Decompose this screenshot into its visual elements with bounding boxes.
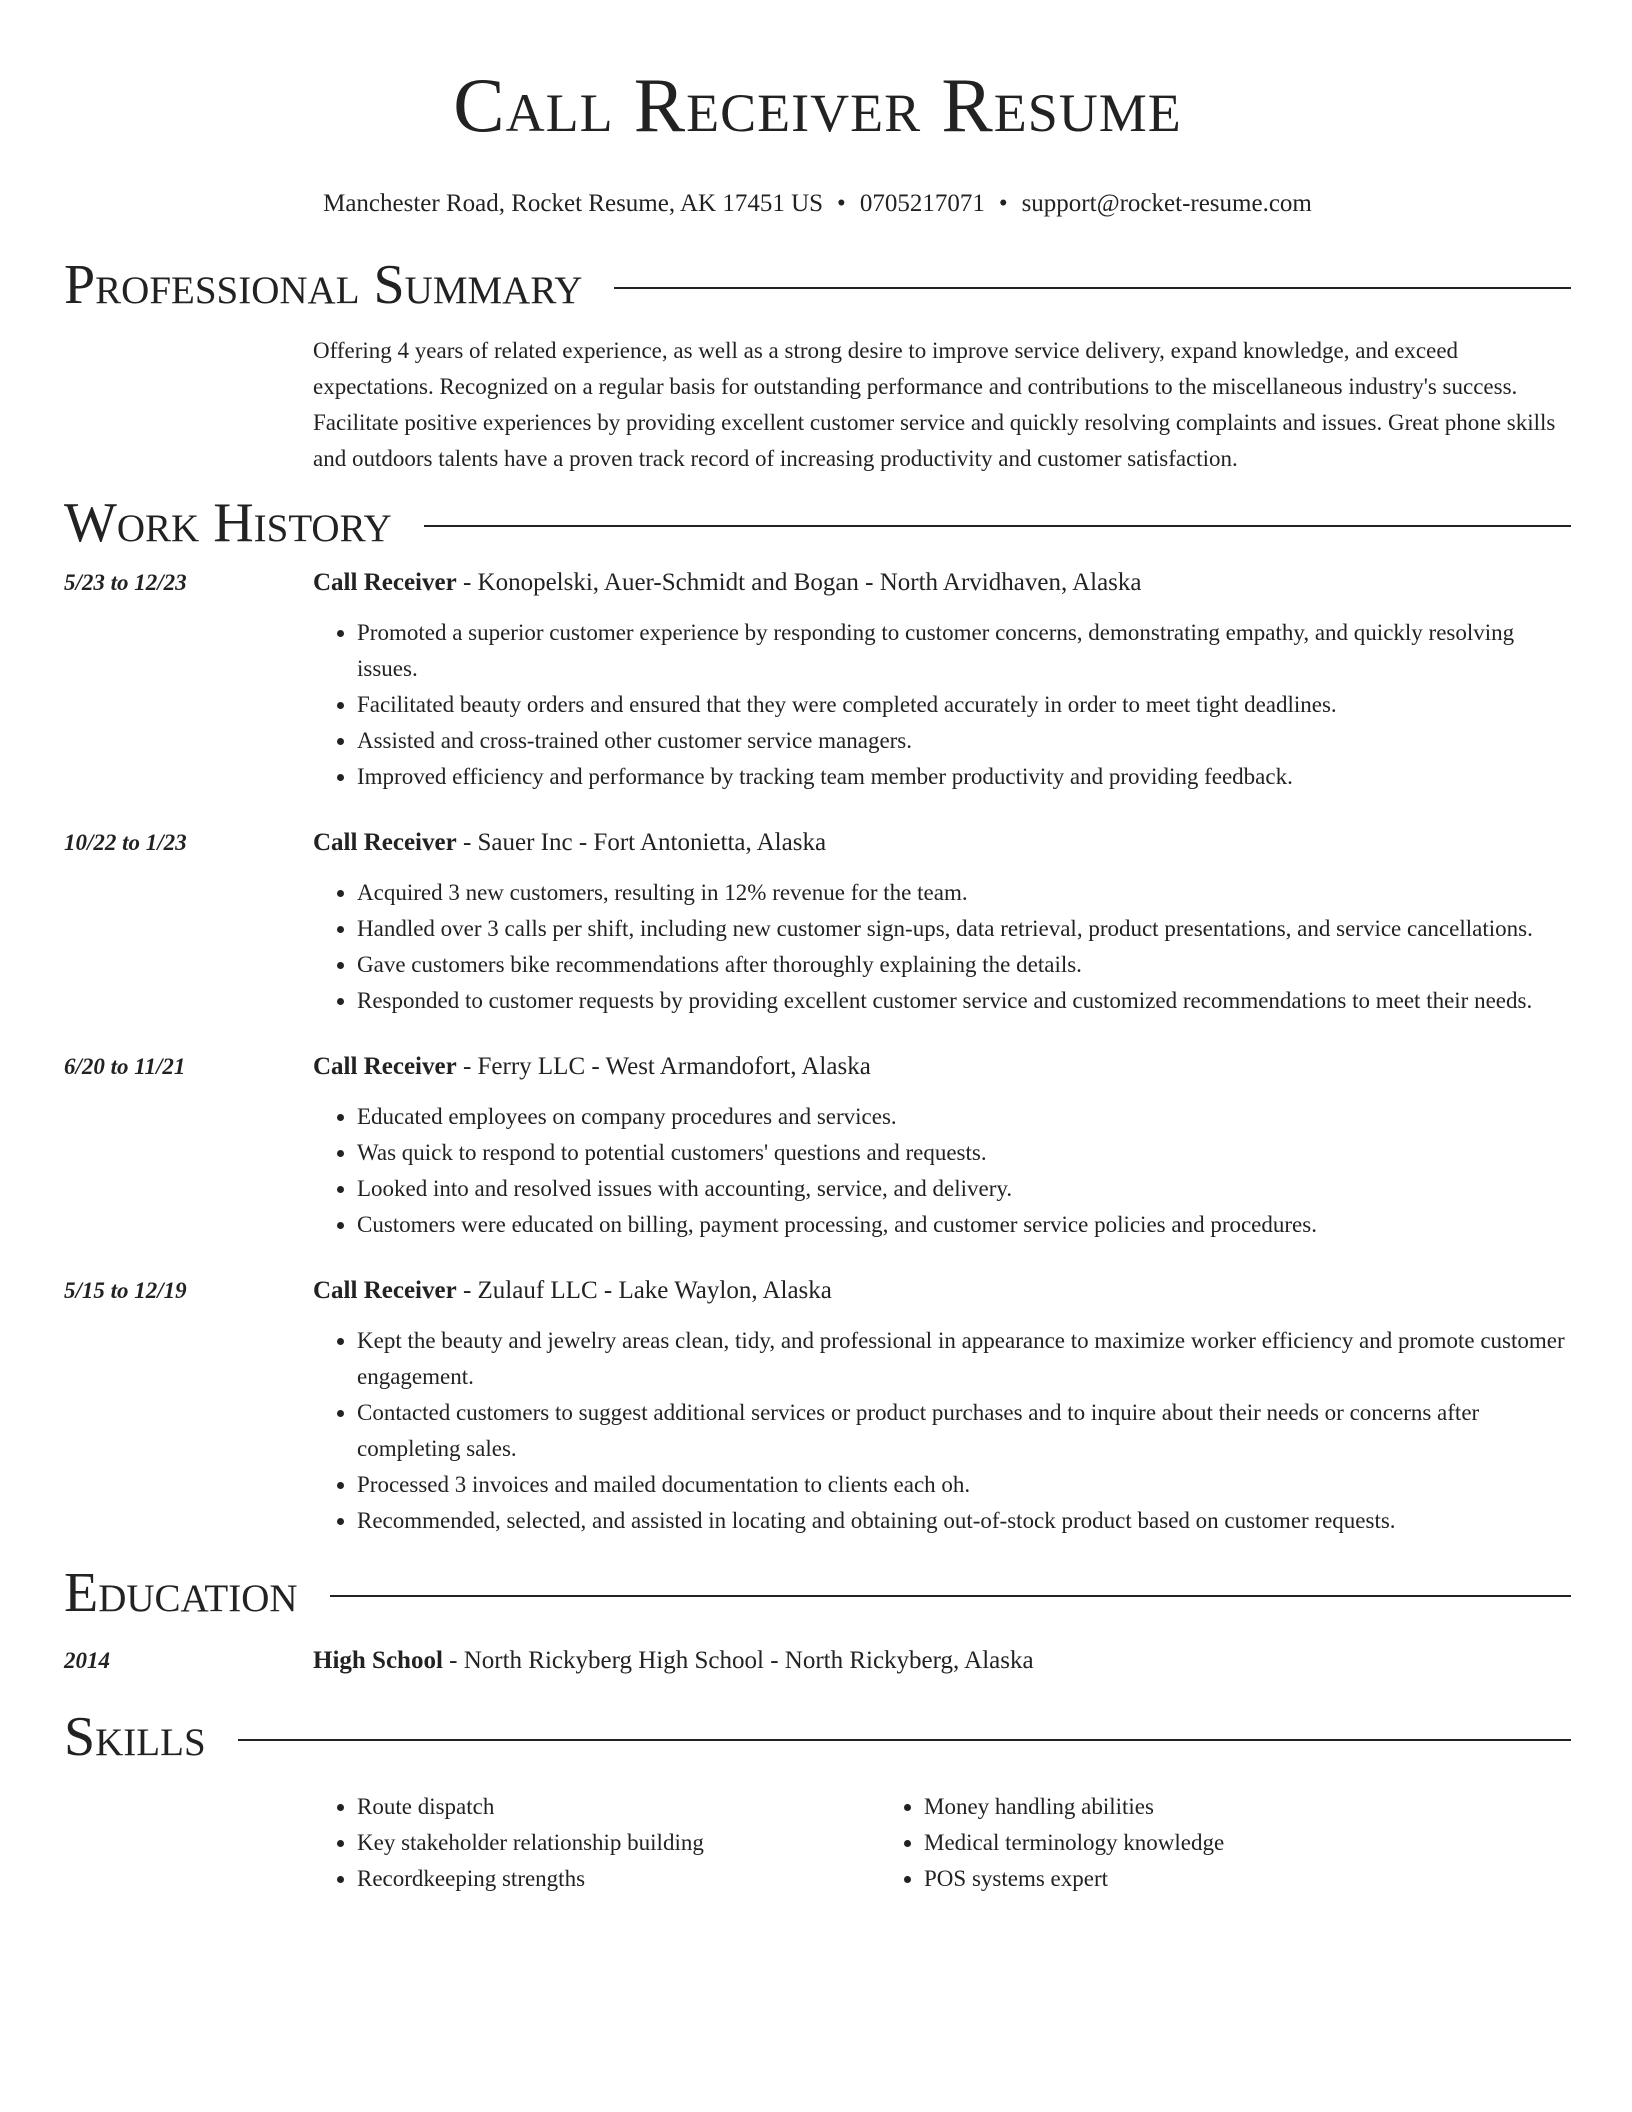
education-body [313, 1643, 1571, 1679]
job-details: - Zulauf LLC - Lake Waylon, Alaska [456, 1277, 832, 1304]
job-bullet: • Recommended, selected, and assisted in locating and obtaining out-of-stock product based on customer requests. [357, 1503, 1571, 1539]
skills-list [313, 1789, 1571, 1897]
job-headline [313, 565, 1571, 601]
job-entry [64, 825, 1571, 1019]
skills-column-right [880, 1789, 1447, 1897]
skill-item: • Money handling abilities [924, 1789, 1447, 1825]
skills-heading: Skills [64, 1706, 206, 1768]
contact-phone: 0705217071 [859, 190, 985, 217]
job-headline [313, 825, 1571, 861]
education-headline [313, 1643, 1571, 1679]
summary-section-header [64, 253, 1571, 317]
contact-line [64, 189, 1571, 219]
contact-email[interactable]: support@rocket-resume.com [1021, 190, 1312, 217]
job-details: - Sauer Inc - Fort Antonietta, Alaska [456, 829, 827, 856]
summary-text: Offering 4 years of related experience, as well as a strong desire to improve service delivery, expand knowledge, and exceed expectations. Recognized on a regular basis for outstanding performance and contributions to the miscellaneous industry's success. Facilitate positive experiences by providing excellent customer service and quickly resolving complaints and issues. Great phone skills and outdoors talents have a proven track record of increasing productivity and customer satisfaction. [313, 338, 1556, 471]
job-bullet: • Promoted a superior customer experience by responding to customer concerns, demonstrating empathy, and quickly resolving issues. [357, 615, 1571, 687]
job-body [313, 565, 1571, 795]
job-bullet: • Contacted customers to suggest additional services or product purchases and to inquire about their needs or concerns after completing sales. [357, 1395, 1571, 1467]
job-bullet: • Educated employees on company procedures and services. [357, 1099, 1571, 1135]
job-body [313, 1273, 1571, 1539]
job-role: Call Receiver [313, 829, 457, 856]
job-role: Call Receiver [313, 1053, 457, 1080]
education-heading: Education [64, 1562, 298, 1624]
job-body [313, 1049, 1571, 1243]
resume-title: Call Receiver Resume [453, 62, 1182, 148]
section-divider [614, 287, 1571, 289]
section-divider [424, 525, 1571, 527]
resume-page [64, 0, 1571, 1897]
contact-address: Manchester Road, Rocket Resume, AK 17451 US [323, 190, 824, 217]
job-bullet: • Processed 3 invoices and mailed documentation to clients each oh. [357, 1467, 1571, 1503]
job-bullet: • Looked into and resolved issues with accounting, service, and delivery. [357, 1171, 1571, 1207]
education-date: 2014 [64, 1648, 110, 1673]
job-date: 5/15 to 12/19 [64, 1278, 187, 1303]
job-date: 6/20 to 11/21 [64, 1054, 186, 1079]
job-date: 10/22 to 1/23 [64, 830, 187, 855]
job-entry [64, 1273, 1571, 1539]
job-bullet: • Was quick to respond to potential customers' questions and requests. [357, 1135, 1571, 1171]
job-bullets [313, 875, 1571, 1019]
skill-item: • Recordkeeping strengths [357, 1861, 880, 1897]
job-details: - Ferry LLC - West Armandofort, Alaska [456, 1053, 871, 1080]
skill-item: • Medical terminology knowledge [924, 1825, 1447, 1861]
skill-item: • Route dispatch [357, 1789, 880, 1825]
education-section-header [64, 1561, 1571, 1625]
job-bullet: • Facilitated beauty orders and ensured that they were completed accurately in order to meet tight deadlines. [357, 687, 1571, 723]
work-section-header [64, 491, 1571, 555]
skills-column-left [313, 1789, 880, 1897]
job-entry [64, 565, 1571, 795]
job-bullet: • Gave customers bike recommendations after thoroughly explaining the details. [357, 947, 1571, 983]
job-bullet: • Customers were educated on billing, payment processing, and customer service policies and procedures. [357, 1207, 1571, 1243]
job-bullet: • Assisted and cross-trained other customer service managers. [357, 723, 1571, 759]
job-bullet: • Improved efficiency and performance by tracking team member productivity and providing feedback. [357, 759, 1571, 795]
job-date: 5/23 to 12/23 [64, 570, 187, 595]
job-headline [313, 1049, 1571, 1085]
job-bullets [313, 1099, 1571, 1243]
job-entry [64, 1049, 1571, 1243]
job-role: Call Receiver [313, 1277, 457, 1304]
job-role: Call Receiver [313, 569, 457, 596]
job-bullet: • Kept the beauty and jewelry areas clean, tidy, and professional in appearance to maximize worker efficiency and promote customer engagement. [357, 1323, 1571, 1395]
skills-section-header [64, 1705, 1571, 1769]
section-divider [238, 1739, 1571, 1741]
job-bullet: • Responded to customer requests by providing excellent customer service and customized recommendations to meet their needs. [357, 983, 1571, 1019]
summary-heading: Professional Summary [64, 254, 583, 316]
job-bullet: • Handled over 3 calls per shift, including new customer sign-ups, data retrieval, product presentations, and service cancellations. [357, 911, 1571, 947]
contact-separator: • [837, 190, 846, 217]
contact-separator: • [998, 190, 1008, 217]
skill-item: • Key stakeholder relationship building [357, 1825, 880, 1861]
education-degree: High School [313, 1647, 443, 1674]
job-bullets [313, 1323, 1571, 1539]
job-bullets [313, 615, 1571, 795]
job-details: - Konopelski, Auer-Schmidt and Bogan - North Arvidhaven, Alaska [456, 569, 1142, 596]
job-headline [313, 1273, 1571, 1309]
job-body [313, 825, 1571, 1019]
section-divider [330, 1595, 1571, 1597]
job-bullet: • Acquired 3 new customers, resulting in 12% revenue for the team. [357, 875, 1571, 911]
skill-item: • POS systems expert [924, 1861, 1447, 1897]
education-entry [64, 1643, 1571, 1679]
work-heading: Work History [64, 492, 392, 554]
education-details: - North Rickyberg High School - North Rickyberg, Alaska [442, 1647, 1034, 1674]
